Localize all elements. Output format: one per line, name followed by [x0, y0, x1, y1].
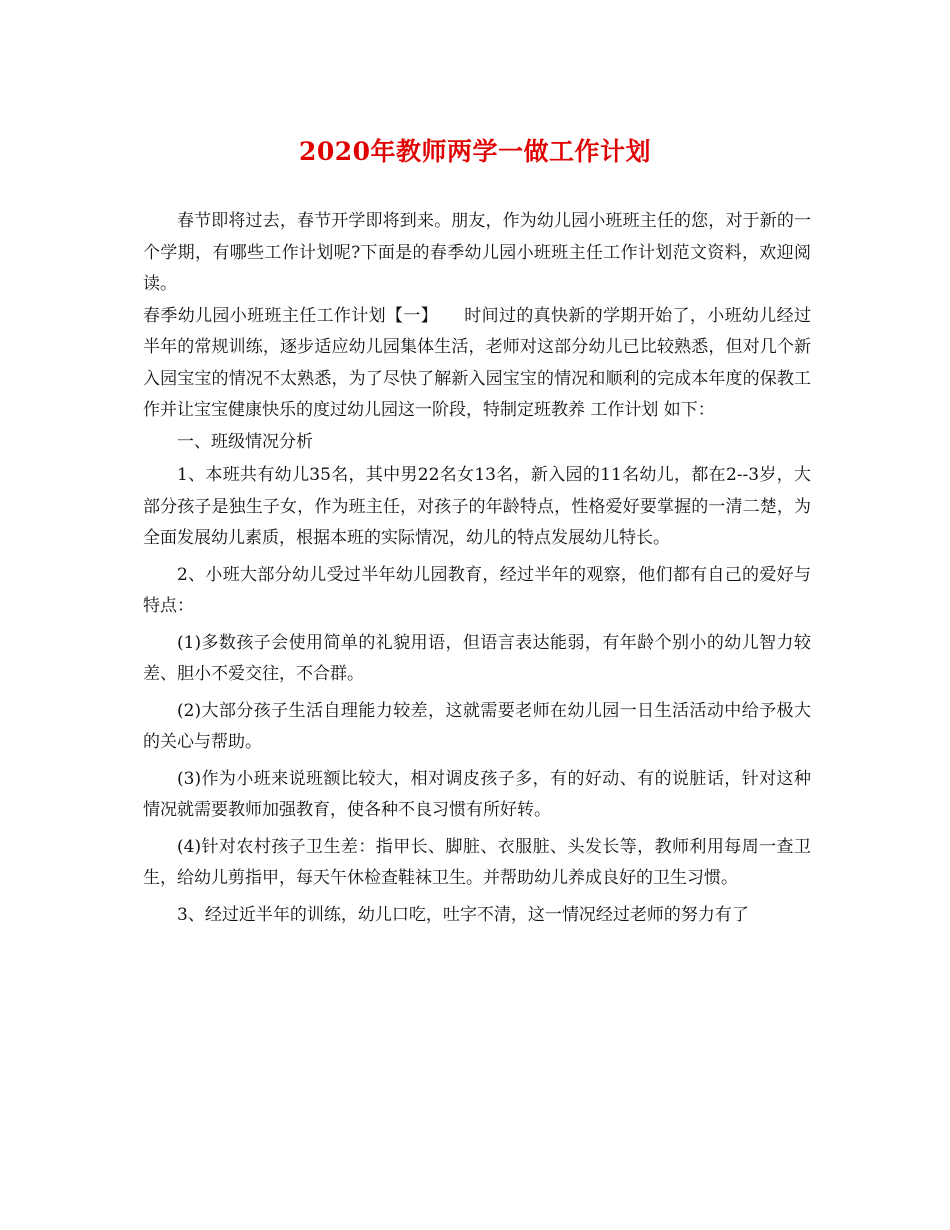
paragraph-item-1: 1、本班共有幼儿35名，其中男22名女13名，新入园的11名幼儿，都在2--3岁，大部分孩子是独生子女，作为班主任，对孩子的年龄特点，性格爱好要掌握的一清二楚，为全面发展幼儿素质，根据本班的实际情况，幼儿的特点发展幼儿特长。: [143, 465, 811, 548]
heading-class-analysis: 一、班级情况分析: [177, 431, 313, 452]
paragraph-sub-4: (4)针对农村孩子卫生差：指甲长、脚脏、衣服脏、头发长等，教师利用每周一查卫生，给幼儿剪指甲，每天午休检查鞋袜卫生。并帮助幼儿养成良好的卫生习惯。: [143, 836, 811, 888]
paragraph-sub-3: (3)作为小班来说班额比较大，相对调皮孩子多，有的好动、有的说脏话，针对这种情况就需要教师加强教育，使各种不良习惯有所好转。: [143, 768, 811, 820]
paragraph-plan-one: 春季幼儿园小班班主任工作计划【一】 时间过的真快新的学期开始了，小班幼儿经过半年的常规训练，逐步适应幼儿园集体生活，老师对这部分幼儿已比较熟悉，但对几个新入园宝宝的情况不太熟悉，为了尽快了解新入园宝宝的情况和顺利的完成本年度的保教工作并让宝宝健康快乐的度过幼儿园这一阶段，特制定班教养 工作计划 如下：: [143, 305, 811, 420]
paragraph-sub-1: (1)多数孩子会使用简单的礼貌用语，但语言表达能弱，有年龄个别小的幼儿智力较差、胆小不爱交往，不合群。: [143, 632, 811, 684]
paragraph-intro: 春节即将过去，春节开学即将到来。朋友，作为幼儿园小班班主任的您，对于新的一个学期，有哪些工作计划呢?下面是的春季幼儿园小班班主任工作计划范文资料，欢迎阅读。: [143, 211, 811, 294]
paragraph-item-2: 2、小班大部分幼儿受过半年幼儿园教育，经过半年的观察，他们都有自己的爱好与特点：: [143, 564, 811, 616]
document-body: [143, 206, 811, 931]
document-title: 2020年教师两学一做工作计划: [298, 137, 652, 166]
paragraph-item-3: 3、经过近半年的训练，幼儿口吃，吐字不清，这一情况经过老师的努力有了: [177, 904, 749, 925]
paragraph-sub-2: (2)大部分孩子生活自理能力较差，这就需要老师在幼儿园一日生活活动中给予极大的关心与帮助。: [143, 700, 811, 752]
